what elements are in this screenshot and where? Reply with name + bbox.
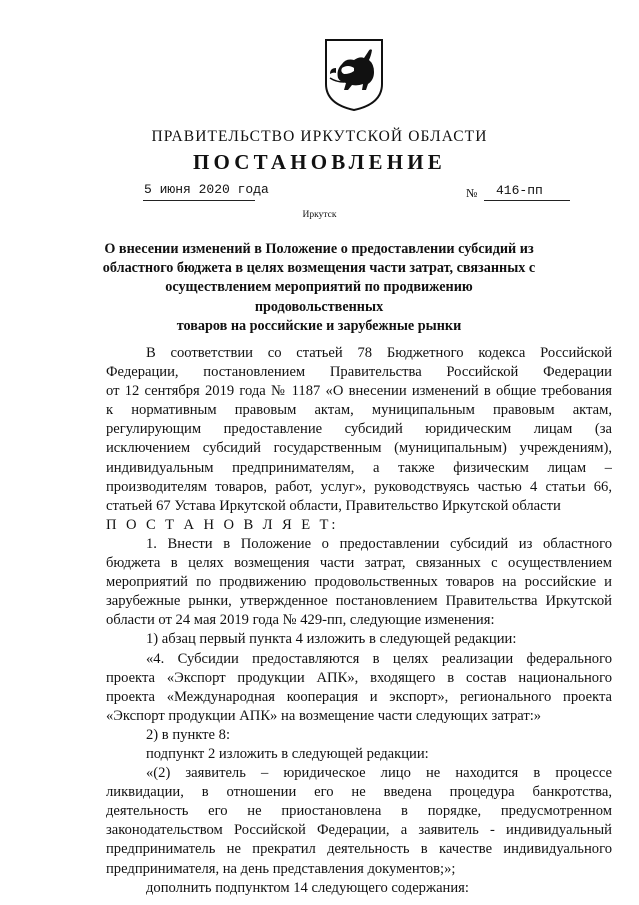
number-underline (484, 200, 570, 201)
document-number: 416-пп (496, 183, 543, 198)
body-line: регулирующим предоставление субсидий юридическим лицам (за (106, 421, 612, 438)
body-line: проекта «Международная кооперация и экспорт», регионального проекта (106, 688, 612, 705)
body-line: индивидуальным предпринимателям, а также физическим лицам – (106, 459, 612, 476)
body-line: Федерации, постановлением Правительства Российской Федерации (106, 364, 612, 381)
body-line: производителям товаров, работ, услуг», руководствуясь частью 4 статьи 66, (106, 478, 612, 495)
coat-of-arms-emblem (324, 38, 384, 112)
document-type-title: ПОСТАНОВЛЕНИЕ (192, 150, 447, 174)
heading-line: товаров на российские и зарубежные рынки (176, 317, 462, 334)
body-line: деятельность его не приостановлена в порядке, предусмотренном (106, 803, 612, 820)
body-line: законодательством Российской Федерации, а заявитель - индивидуальный (106, 822, 612, 839)
body-line: проекта «Экспорт продукции АПК», входящего в состав национального (106, 669, 612, 686)
heading-line: О внесении изменений в Положение о предоставлении субсидий из (104, 241, 534, 257)
body-line: зарубежные рынки, утвержденное постановлением Правительства Иркутской (106, 593, 612, 610)
number-sign: № (466, 186, 478, 200)
body-line: В соответствии со статьей 78 Бюджетного кодекса Российской (146, 345, 612, 361)
date-underline (143, 200, 255, 201)
body-line: подпункт 2 изложить в следующей редакции: (146, 745, 429, 762)
body-line: «4. Субсидии предоставляются в целях реализации федерального (146, 650, 612, 667)
document-body (106, 344, 612, 898)
document-heading (100, 240, 538, 336)
body-line: к нормативным правовым актам, муниципальным правовым актам, (106, 402, 612, 419)
body-line: исключением субсидий государственным (муниципальным) учреждениям), (106, 440, 612, 457)
heading-line: областного бюджета в целях возмещения части затрат, связанных с (102, 260, 536, 277)
body-line: «Экспорт продукции АПК» на возмещение части следующих затрат:» (106, 707, 542, 724)
heading-line: осуществлением мероприятий по продвижению продовольственных (165, 279, 473, 315)
body-line: ликвидации, в отношении его не введена процедура банкротства, (106, 784, 612, 801)
body-line: от 12 сентября 2019 года № 1187 «О внесении изменений в общие требования (106, 383, 612, 400)
body-line: области от 24 мая 2019 года № 429-пп, следующие изменения: (106, 612, 495, 629)
resolve-word: П О С Т А Н О В Л Я Е Т: (106, 516, 339, 533)
body-line: мероприятий по продвижению продовольственных товаров на российские и (106, 574, 612, 591)
body-line: 1) абзац первый пункта 4 изложить в следующей редакции: (146, 631, 517, 648)
body-line: дополнить подпунктом 14 следующего содержания: (146, 879, 469, 896)
body-line: 1. Внести в Положение о предоставлении субсидий из областного (146, 535, 612, 552)
body-line: «(2) заявитель – юридическое лицо не находится в процессе (146, 765, 612, 782)
government-name: ПРАВИТЕЛЬСТВО ИРКУТСКОЙ ОБЛАСТИ (151, 128, 488, 145)
body-line: предприниматель не прекратил деятельность в качестве индивидуального (106, 841, 612, 858)
document-date: 5 июня 2020 года (144, 182, 269, 197)
city-name: Иркутск (302, 210, 337, 220)
body-line: 2) в пункте 8: (146, 726, 231, 743)
body-line: статьей 67 Устава Иркутской области, Правительство Иркутской области (106, 497, 561, 514)
body-line: предпринимателя, на день представления документов;»; (106, 860, 456, 877)
body-line: бюджета в целях возмещения части затрат, связанных с осуществлением (106, 555, 612, 572)
